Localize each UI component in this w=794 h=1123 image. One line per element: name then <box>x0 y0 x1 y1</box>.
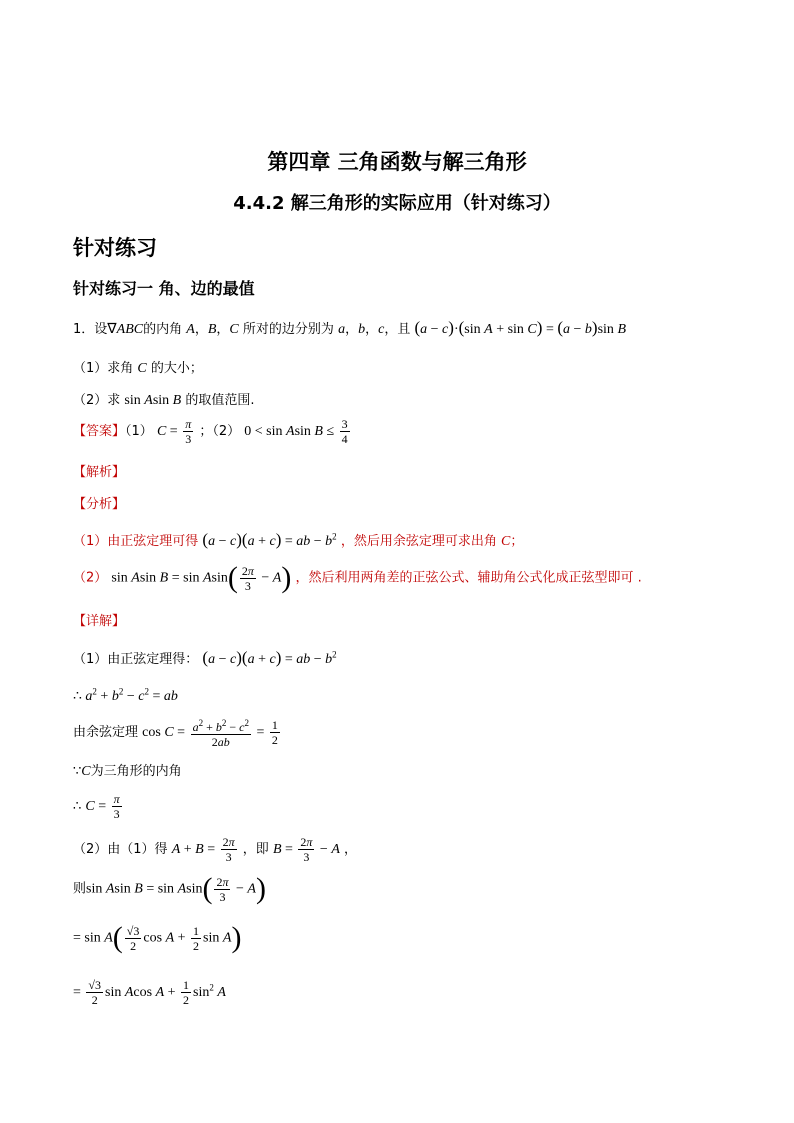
fraction: $\frac{1}{2}$ <box>193 923 200 953</box>
fraction: $\frac{2\pi}{3}$ <box>216 874 229 904</box>
detail-4 <box>73 760 182 780</box>
fraction: $\frac{2\pi}{3}$ <box>222 835 235 864</box>
xiangjie-label: 【详解】 <box>73 614 126 629</box>
analysis-1-d: ； <box>510 534 524 549</box>
fraction: $\frac{2\pi}{3}$ <box>241 563 254 593</box>
analysis-1-c: C <box>500 534 511 549</box>
math: c <box>378 322 385 337</box>
fraction: $\frac{2\pi}{3}$ <box>300 835 313 864</box>
math: ∴ $a^2 + b^2 - c^2$ = ab <box>73 686 178 704</box>
detail-5-text: ∴ <box>73 799 82 814</box>
detail-1 <box>73 648 337 668</box>
analysis-2-c: . <box>637 570 642 586</box>
section-title: 4.4.2 解三角形的实际应用（针对练习） <box>233 193 561 214</box>
heading: 针对练习 <box>73 236 157 260</box>
jiexi-label: 【解析】 <box>73 465 126 480</box>
analysis-1-a: （1）由正弦定理可得 <box>73 534 199 549</box>
fraction: $\frac{1}{2}$ <box>183 978 190 1007</box>
math: = <box>73 985 85 1000</box>
q1-text-b: 的大小； <box>150 361 203 376</box>
math: B <box>207 322 217 337</box>
math: ABC <box>116 322 144 337</box>
answer-separator: ；（2） <box>199 424 241 439</box>
analysis-2-b: ，然后利用两角差的正弦公式、辅助角公式化成正弦型即可 <box>295 570 634 586</box>
math: sin Asin B = sin Asin <box>111 570 228 586</box>
fraction: $\frac{√3}{2}$ <box>126 923 140 953</box>
analysis-1 <box>73 530 523 550</box>
math: C <box>229 322 239 337</box>
fraction: $\frac{\pi}{3}$ <box>113 792 120 821</box>
problem-intro-b: 的内角 <box>143 322 183 337</box>
problem-statement: 1．设∇ABC的内角 A，B，C 所对的边分别为 a，b，c，且 (a − c)·(sin A + sin C) = (a − b)sin B <box>73 318 626 337</box>
fraction: $\frac{a^2 + b^2 - c^2}{2ab}$ <box>192 718 249 749</box>
math: A + B = <box>171 842 219 857</box>
detail-4-c: 为三角形的内角 <box>90 764 182 779</box>
detail-6-b: ，即 <box>242 842 269 857</box>
subheading: 针对练习一 角、边的最值 <box>73 279 255 298</box>
detail-3: 由余弦定理 cos C = $\frac{a^2 + b^2 - c^2}{2ab}$ = $\frac{1}{2}$ <box>73 718 278 749</box>
detail-6-c: ， <box>344 842 358 857</box>
analysis-2-a: （2） <box>73 570 108 586</box>
detail-8: = sin A( $\frac{√3}{2}$ cos A + $\frac{1}{2}$ sin A) <box>73 921 242 954</box>
math: sin Asin B = sin Asin <box>86 881 203 897</box>
math: C = <box>85 799 110 814</box>
math: A <box>186 322 195 337</box>
math: ∇ <box>107 322 117 337</box>
math: (a − c)(a + c) = ab − $b^2$ <box>202 648 337 667</box>
math: (a − c)·(sin A + sin C) = (a − b)sin B <box>414 318 626 337</box>
question-2 <box>73 389 255 409</box>
detail-7-text: 则 <box>73 881 87 897</box>
math: cos C = <box>142 725 189 740</box>
analysis-1-b: ，然后用余弦定理可求出角 <box>340 534 497 549</box>
fenxi-label: 【分析】 <box>73 497 126 512</box>
math: C <box>137 361 147 376</box>
question-1 <box>73 357 203 377</box>
analysis-2: （2） sin Asin B = sin Asin( $\frac{2\pi}{3}$ − A) ，然后利用两角差的正弦公式、辅助角公式化成正弦型即可 . <box>73 561 642 594</box>
detail-9: = $\frac{√3}{2}$ sin Acos A + $\frac{1}{2}$ $\sin^2 A$ <box>73 978 226 1007</box>
problem-intro-c: 所对的边分别为 <box>242 322 334 337</box>
chapter-title: 第四章 三角函数与解三角形 <box>267 150 527 174</box>
math: sin Asin B <box>124 393 182 408</box>
math: a <box>338 322 346 337</box>
problem-intro-a: 1．设 <box>73 322 108 337</box>
fraction: $\frac{√3}{2}$ <box>88 978 101 1007</box>
math: C = <box>156 424 182 439</box>
math: (a − c)(a + c) = ab − $b^2$ <box>202 530 337 549</box>
math: b <box>358 322 366 337</box>
fraction: $\frac{3}{4}$ <box>341 417 348 446</box>
fraction: $\frac{1}{2}$ <box>271 718 278 747</box>
detail-4-b: C <box>81 764 91 779</box>
detail-4-a: ∵ <box>73 764 82 779</box>
math: 0 < sin Asin B ≤ <box>244 424 338 439</box>
detail-1-text: （1）由正弦定理得： <box>73 652 199 667</box>
detail-2 <box>73 686 178 705</box>
q2-text-b: 的取值范围. <box>185 393 255 408</box>
answer-line <box>73 417 352 446</box>
math: = sin A <box>73 930 113 946</box>
problem-intro-d: ，且 <box>384 322 411 337</box>
fraction: $\frac{\pi}{3}$ <box>185 417 192 446</box>
detail-6: （2）由（1）得 A + B = $\frac{2\pi}{3}$ ，即 B = $\frac{2\pi}{3}$ − A ， <box>73 835 358 864</box>
math: B = <box>272 842 297 857</box>
detail-5 <box>73 792 124 821</box>
answer-label: 【答案】 <box>73 424 126 439</box>
answer-part-1: （1） <box>125 424 153 439</box>
detail-6-a: （2）由（1）得 <box>73 842 168 857</box>
detail-7: 则sin Asin B = sin Asin( $\frac{2\pi}{3}$ − A) <box>73 872 266 905</box>
q1-text-a: （1）求角 <box>73 361 134 376</box>
detail-3-text: 由余弦定理 <box>73 725 139 740</box>
q2-text-a: （2）求 <box>73 393 121 408</box>
